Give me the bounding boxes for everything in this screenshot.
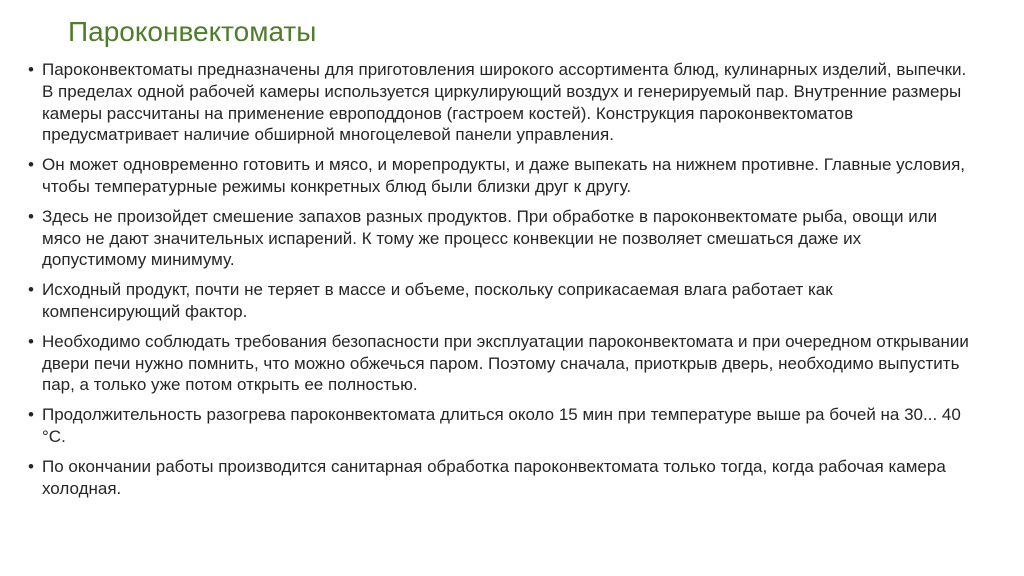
bullet-item: • Исходный продукт, почти не теряет в массе и объеме, поскольку соприкасаемая влага работает как компенсирующий фактор.	[28, 279, 970, 323]
bullet-item: • По окончании работы производится санитарная обработка пароконвектомата только тогда, когда рабочая камера холодная.	[28, 456, 970, 500]
bullet-list	[28, 59, 970, 507]
bullet-item: • Пароконвектоматы предназначены для приготовления широкого ассортимента блюд, кулинарных изделий, выпечки. В пределах одной рабочей камеры используется циркулирующий воздух и генерируемый пар. Внутренние размеры камеры рассчитаны на применение европоддонов (гастроем костей). Конструкция пароконвектоматов предусматривает наличие обширной многоцелевой панели управления.	[28, 59, 970, 146]
bullet-item: • Здесь не произойдет смешение запахов разных продуктов. При обработке в пароконвектомате рыба, овощи или мясо не дают значительных испарений. К тому же процесс конвекции не позволяет смешаться даже их допустимому минимуму.	[28, 206, 970, 271]
bullet-item: • Необходимо соблюдать требования безопасности при эксплуатации пароконвектомата и при очередном открывании двери печи нужно помнить, что можно обжечься паром. Поэтому сначала, приоткрыв дверь, необходимо выпустить пар, а только уже потом открыть ее полностью.	[28, 331, 970, 396]
bullet-item: • Он может одновременно готовить и мясо, и морепродукты, и даже выпекать на нижнем противне. Главные условия, чтобы температурные режимы конкретных блюд были близки друг к другу.	[28, 154, 970, 198]
bullet-item: • Продолжительность разогрева пароконвектомата длиться около 15 мин при температуре выше ра бочей на 30... 40 °С.	[28, 404, 970, 448]
slide-title: Пароконвектоматы	[68, 16, 317, 47]
